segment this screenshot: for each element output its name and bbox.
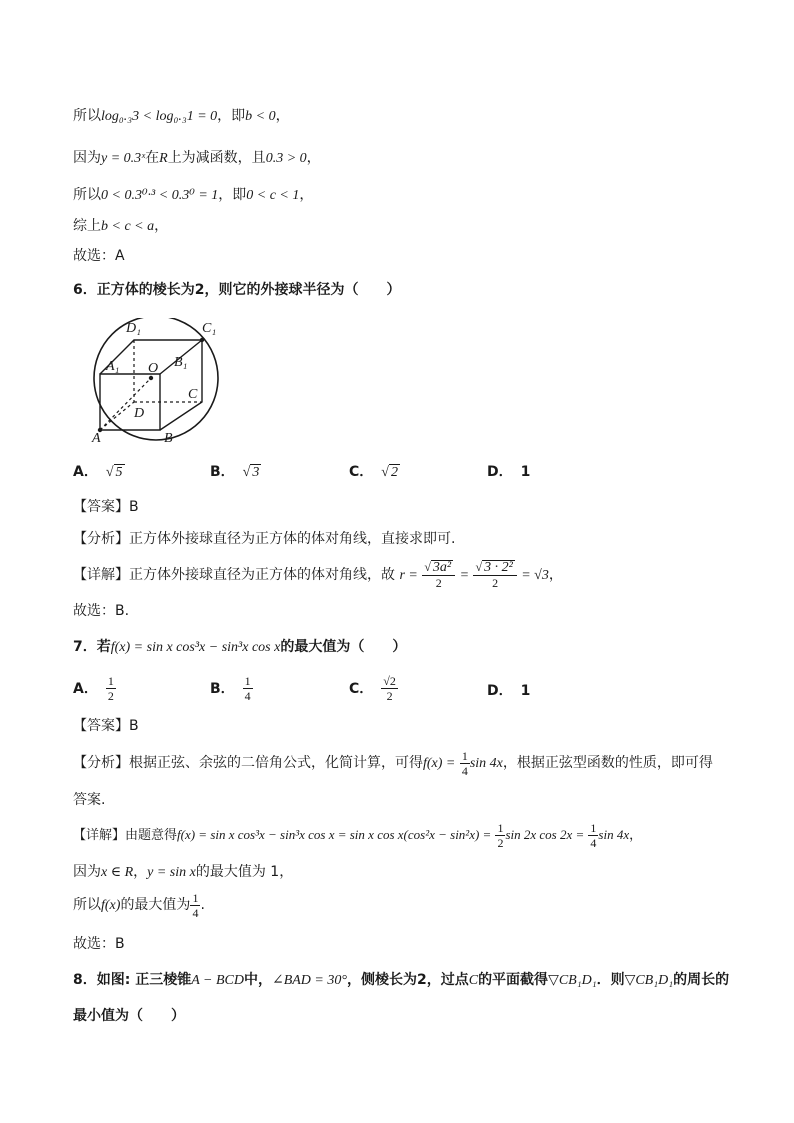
denominator: 4 (244, 689, 251, 703)
label-A1: A₁ (106, 359, 120, 374)
q7-option-a (73, 674, 116, 703)
math-expression: A − BCD (191, 973, 244, 988)
q6-detail: 【详解】正方体外接球直径为正方体的体对角线，故 r = $\frac{\text{√ 3a²}}{2}$ = $\frac{\text{√ 3 · 2²}}{2}$ = √3， (73, 560, 563, 590)
solution-line-1 (73, 106, 290, 127)
math-expression: x ∈ R (101, 865, 134, 880)
q6-choice: 故选：B. (73, 603, 130, 619)
text: ， (275, 108, 290, 124)
numerator: 1 (244, 674, 251, 688)
math-expression: C (468, 973, 479, 988)
math-expression: f(x) = (423, 756, 456, 771)
q6-answer: 【答案】B (73, 499, 139, 515)
math-expression: f(x) = sin x cos³x − sin³x cos x = sin x cos x(cos²x − sin²x) = (177, 827, 492, 842)
denominator: 2 (435, 576, 442, 590)
solution-line-2 (73, 148, 321, 169)
numerator: 1 (107, 674, 114, 688)
vertex-C1-point (200, 338, 204, 342)
text: 因为 (73, 864, 101, 880)
math-expression: y = 0.3ˣ (101, 151, 146, 166)
label-O: O (148, 361, 159, 376)
solution-line-4 (73, 216, 168, 237)
radius-line (100, 378, 151, 430)
text: ， (154, 218, 169, 234)
math-expression: ▽CB₁D₁ (548, 973, 597, 988)
math-expression: R (159, 151, 168, 166)
text: 上为减函数，且 (167, 150, 266, 166)
text: 的最大值为（ ） (280, 639, 407, 655)
q7-so (73, 890, 205, 921)
center-point (149, 376, 153, 380)
text: ， (548, 567, 563, 583)
text: ，侧棱长为2，过点 (346, 972, 469, 988)
label-A: A (92, 431, 101, 446)
numerator: 1 (192, 890, 199, 905)
text: . (200, 897, 205, 913)
cube-right-face (160, 340, 202, 430)
sqrt-icon: √ (381, 465, 389, 480)
label-B1: B₁ (174, 355, 188, 370)
math-expression: 0 < c < 1 (246, 188, 300, 203)
label-D: D (134, 406, 145, 421)
math-expression: sin 2x cos 2x = (505, 827, 585, 842)
option-value: 3 (252, 465, 260, 480)
sqrt-icon: √ (242, 465, 251, 480)
option-key: D． (487, 683, 513, 699)
text: 综上 (73, 218, 101, 234)
numerator: 3 · 2² (484, 560, 513, 575)
question-8-stem (73, 970, 729, 991)
math-expression: y = sin x (147, 865, 196, 880)
text: 的周长的 (673, 972, 730, 988)
text: 【详解】正方体外接球直径为正方体的体对角线，故 (73, 567, 395, 583)
q7-option-b (210, 674, 253, 703)
text: 的最大值为 1， (195, 864, 294, 880)
question-7-stem (73, 637, 406, 658)
q6-analysis: 【分析】正方体外接球直径为正方体的体对角线，直接求即可. (73, 531, 456, 547)
q6-option-b (210, 461, 261, 481)
label-C: C (188, 387, 198, 402)
text: 因为 (73, 150, 101, 166)
q7-detail (73, 820, 642, 851)
sqrt-icon: √ (105, 465, 114, 480)
numerator: 1 (590, 821, 597, 835)
circumscribed-sphere (94, 318, 218, 440)
math-expression: b < c < a (101, 219, 155, 234)
denominator: 4 (590, 836, 597, 850)
cube-sphere-figure (86, 318, 226, 446)
text: ，即 (217, 108, 246, 124)
math-expression: r = (399, 568, 418, 583)
text: 7．若 (73, 639, 111, 655)
denominator: 4 (192, 905, 199, 920)
q6-option-d (487, 461, 530, 481)
numerator: 3a² (432, 560, 452, 575)
math-expression: ∠BAD = 30° (271, 973, 347, 988)
q7-analysis (73, 748, 713, 779)
q7-option-c (349, 674, 398, 703)
fraction: $\frac{\text{√ 3a²}}{2}$ (422, 560, 455, 590)
text: 中， (243, 972, 272, 988)
numerator: √2 (383, 674, 396, 688)
text: 所以 (73, 897, 101, 913)
text: ， (133, 864, 148, 880)
math-expression: sin 4x (598, 827, 630, 842)
math-expression: log₀.₃3 < log₀.₃1 = 0 (101, 109, 218, 124)
math-expression: b < 0 (245, 109, 276, 124)
question-8-stem-line-2: 最小值为（ ） (73, 1008, 185, 1024)
text: 8．如图: 正三棱锥 (73, 972, 192, 988)
q6-option-a (73, 461, 125, 481)
label-B: B (164, 431, 173, 446)
numerator: 1 (497, 821, 504, 835)
text: ．则 (596, 972, 625, 988)
q7-option-d (487, 680, 530, 700)
option-key: A． (73, 680, 98, 697)
q7-choice: 故选：B (73, 936, 125, 952)
q7-because (73, 862, 293, 883)
denominator: 2 (386, 689, 393, 703)
math-expression: sin 4x (469, 756, 503, 771)
option-key: B． (210, 680, 235, 697)
q7-analysis-line-2: 答案. (73, 792, 106, 808)
option-value: 1 (520, 464, 531, 480)
text: 的平面截得 (478, 972, 549, 988)
math-expression: f(x) = sin x cos³x − sin³x cos x (110, 640, 281, 655)
option-key: D． (487, 464, 513, 480)
denominator: 2 (492, 576, 499, 590)
text: ，根据正弦型函数的性质，即可得 (502, 755, 713, 771)
text: 在 (145, 150, 160, 166)
option-key: C． (349, 680, 374, 697)
denominator: 2 (497, 836, 504, 850)
label-C1: C₁ (202, 321, 217, 336)
text: 的最大值为 (120, 897, 191, 913)
option-key: A． (73, 464, 98, 480)
denominator: 2 (107, 689, 114, 703)
math-expression: 0.3 > 0 (265, 151, 307, 166)
label-D1: D₁ (126, 321, 141, 336)
option-value: 2 (390, 465, 398, 480)
solution-line-3 (73, 185, 313, 206)
solution-choice: 故选：A (73, 248, 125, 264)
option-value: 5 (115, 465, 123, 480)
math-expression: = √3 (521, 568, 549, 583)
numerator: 1 (461, 748, 468, 763)
math-expression: ▽CB₁D₁ (624, 973, 674, 988)
text: ，即 (218, 187, 247, 203)
denominator: 4 (461, 763, 468, 778)
math-expression: 0 < 0.3⁰·³ < 0.3⁰ = 1 (101, 188, 219, 203)
option-key: C． (349, 464, 374, 480)
text: ， (629, 828, 643, 843)
math-expression: f(x) (101, 898, 121, 913)
text: ， (306, 150, 321, 166)
text: 所以 (73, 108, 101, 124)
q7-answer: 【答案】B (73, 718, 139, 734)
text: 【详解】由题意得 (73, 828, 178, 843)
text: 【分析】根据正弦、余弦的二倍角公式，化简计算，可得 (73, 755, 423, 771)
option-key: B． (210, 464, 235, 480)
text: ， (299, 187, 314, 203)
fraction: $\frac{\text{√ 3 · 2²}}{2}$ (473, 560, 516, 590)
q6-option-c (349, 461, 400, 481)
option-value: 1 (520, 683, 531, 699)
question-6-stem: 6．正方体的棱长为2，则它的外接球半径为（ ） (73, 282, 401, 298)
text: 所以 (73, 187, 101, 203)
